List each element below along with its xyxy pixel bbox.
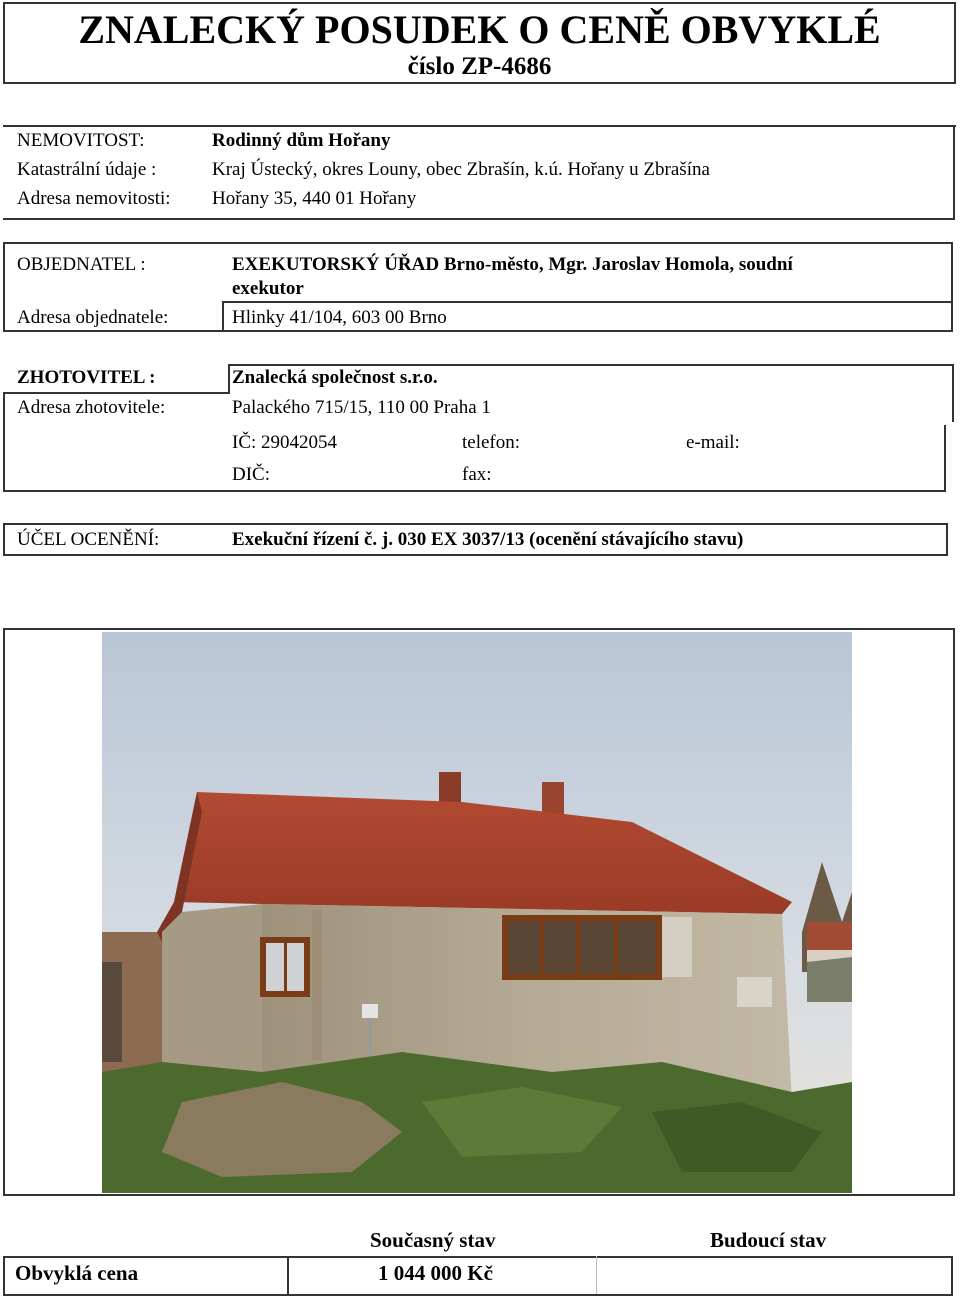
cadastre-value: Kraj Ústecký, okres Louny, obec Zbrašín, k.ú. Hořany u Zbrašína	[212, 159, 710, 180]
property-address-label: Adresa nemovitosti:	[17, 188, 171, 209]
purpose-value: Exekuční řízení č. j. 030 EX 3037/13 (ocenění stávajícího stavu)	[232, 529, 744, 550]
client-address-value: Hlinky 41/104, 603 00 Brno	[232, 307, 447, 328]
contractor-ic: IČ: 29042054	[232, 432, 338, 453]
contractor-fax-label: fax:	[462, 464, 492, 485]
contractor-phone-label: telefon:	[462, 432, 521, 453]
purpose-label: ÚČEL OCENĚNÍ:	[17, 529, 160, 550]
property-value: Rodinný dům Hořany	[212, 130, 391, 151]
property-label: NEMOVITOST:	[17, 130, 145, 151]
contractor-name: Znalecká společnost s.r.o.	[232, 367, 438, 388]
cadastre-label: Katastrální údaje :	[17, 159, 157, 180]
future-state-header: Budoucí stav	[710, 1228, 827, 1252]
document-title: ZNALECKÝ POSUDEK O CENĚ OBVYKLÉ	[78, 7, 881, 52]
current-value: 1 044 000 Kč	[378, 1261, 493, 1285]
client-address-label: Adresa objednatele:	[17, 307, 169, 328]
client-name-line2: exekutor	[232, 278, 304, 299]
property-address-value: Hořany 35, 440 01 Hořany	[212, 188, 417, 209]
contractor-email-label: e-mail:	[686, 432, 740, 453]
document-number: číslo ZP-4686	[407, 53, 552, 80]
contractor-address-value: Palackého 715/15, 110 00 Praha 1	[232, 397, 491, 418]
client-name-line1: EXEKUTORSKÝ ÚŘAD Brno-město, Mgr. Jaroslav Homola, soudní	[232, 254, 793, 275]
usual-price-label: Obvyklá cena	[15, 1261, 139, 1285]
current-state-header: Současný stav	[370, 1228, 496, 1252]
contractor-label: ZHOTOVITEL :	[17, 367, 156, 388]
contractor-address-label: Adresa zhotovitele:	[17, 397, 166, 418]
client-label: OBJEDNATEL :	[17, 254, 146, 275]
contractor-dic-label: DIČ:	[232, 464, 270, 485]
